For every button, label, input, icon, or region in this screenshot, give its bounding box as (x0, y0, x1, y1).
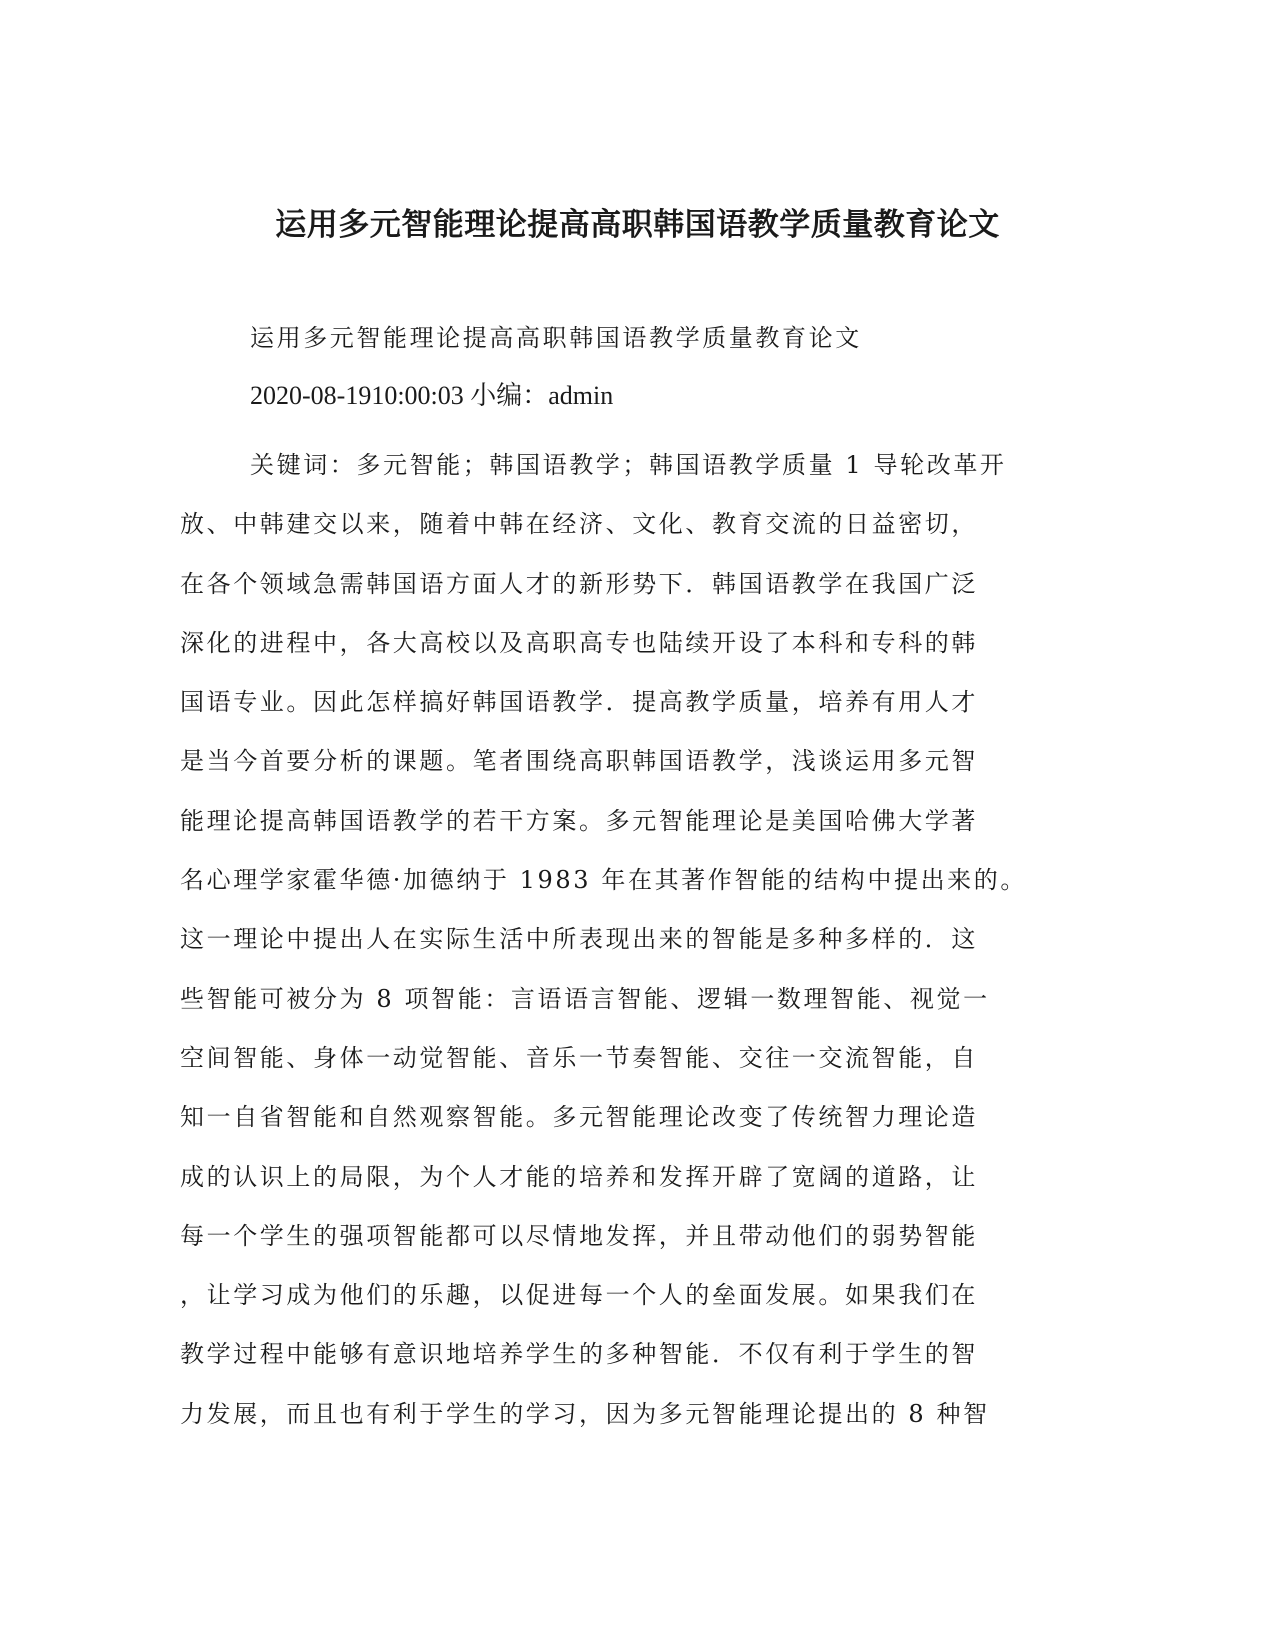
body-line: 知一自省智能和自然观察智能。多元智能理论改变了传统智力理论造 (180, 1103, 978, 1132)
body-line: ，让学习成为他们的乐趣，以促进每一个人的垒面发展。如果我们在 (180, 1281, 978, 1310)
body-line: 名心理学家霍华德·加德纳于 1983 年在其著作智能的结构中提出来的。 (180, 866, 1027, 895)
article-meta: 2020-08-1910:00:03 小编：admin (250, 381, 614, 410)
body-line: 空间智能、身体一动觉智能、音乐一节奏智能、交往一交流智能，自 (180, 1043, 978, 1072)
body-line: 关键词：多元智能；韩国语教学；韩国语教学质量 1 导轮改革开 (250, 451, 1007, 479)
body-line: 教学过程中能够有意识地培养学生的多种智能．不仅有利于学生的智 (180, 1340, 978, 1369)
body-line: 是当今首要分析的课题。笔者围绕高职韩国语教学，浅谈运用多元智 (180, 747, 978, 776)
body-line: 这一理论中提出人在实际生活中所表现出来的智能是多种多样的．这 (180, 925, 978, 954)
body-line: 成的认识上的局限，为个人才能的培养和发挥开辟了宽阔的道路，让 (180, 1162, 978, 1191)
body-line: 国语专业。因此怎样搞好韩国语教学．提高教学质量，培养有用人才 (180, 688, 978, 717)
body-line: 每一个学生的强项智能都可以尽情地发挥，并且带动他们的弱势智能 (180, 1221, 978, 1250)
article-body (180, 436, 1040, 1444)
body-line: 深化的进程中，各大高校以及高职高专也陆续开设了本科和专科的韩 (180, 628, 978, 657)
article-subtitle: 运用多元智能理论提高高职韩国语教学质量教育论文 (250, 324, 862, 352)
body-line: 放、中韩建交以来，随着中韩在经济、文化、教育交流的日益密切， (180, 510, 978, 539)
body-line: 在各个领域急需韩国语方面人才的新形势下．韩国语教学在我国广泛 (180, 569, 978, 598)
body-line: 能理论提高韩国语教学的若干方案。多元智能理论是美国哈佛大学著 (180, 806, 978, 835)
body-line: 些智能可被分为 8 项智能：言语语言智能、逻辑一数理智能、视觉一 (180, 984, 990, 1013)
document-title: 运用多元智能理论提高高职韩国语教学质量教育论文 (275, 207, 1000, 243)
body-line: 力发展，而且也有利于学生的学习，因为多元智能理论提出的 8 种智 (180, 1399, 990, 1428)
